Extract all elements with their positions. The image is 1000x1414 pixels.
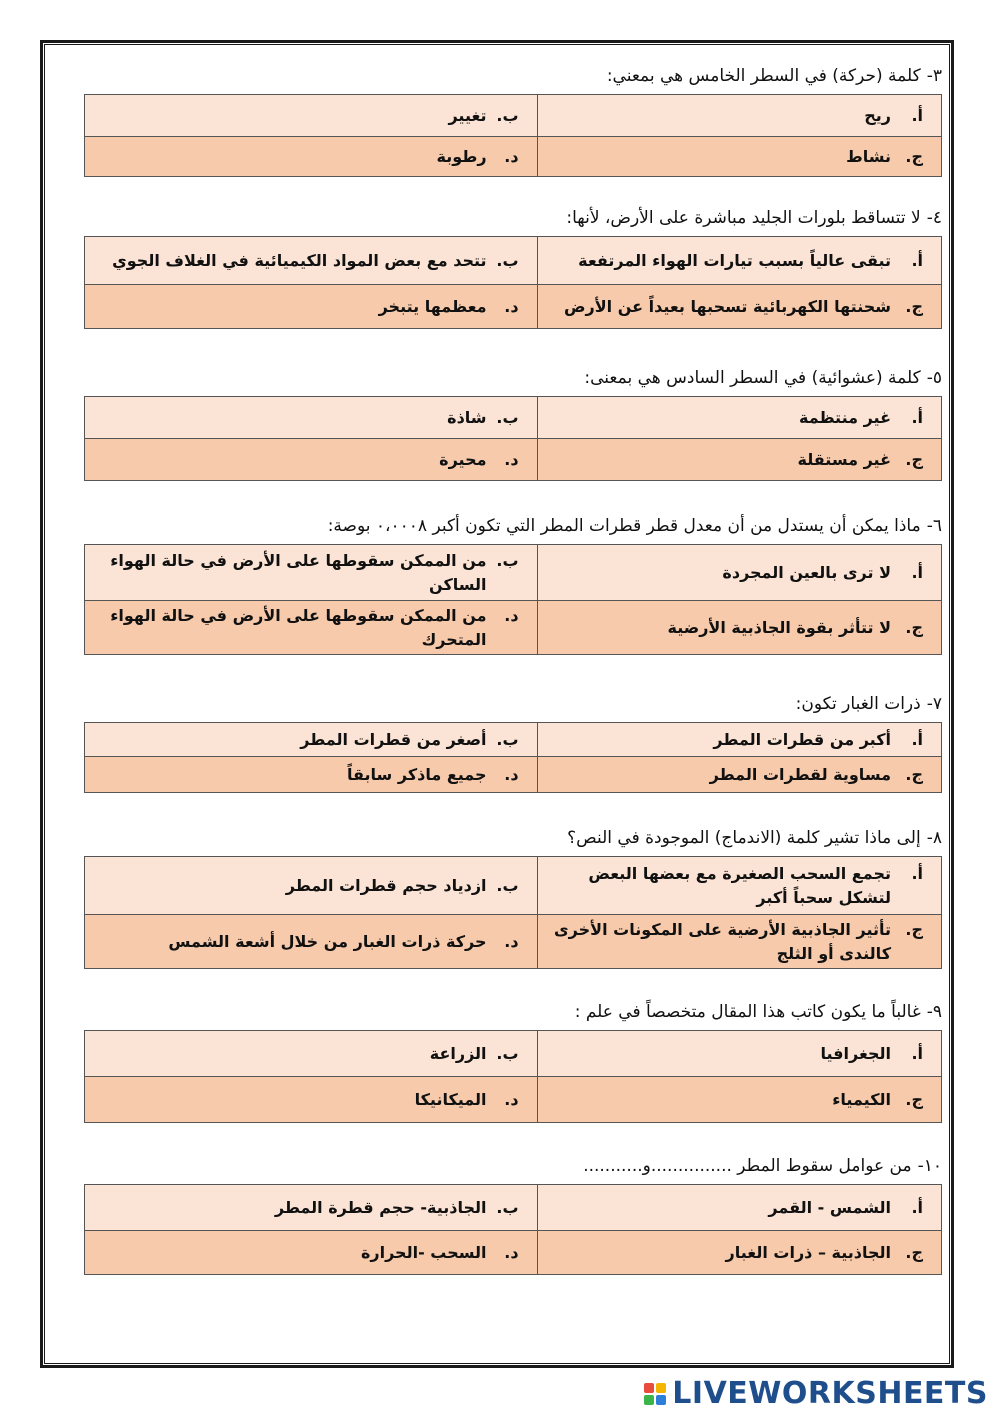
option-letter: ج. bbox=[905, 449, 923, 469]
option-letter: أ. bbox=[911, 1043, 923, 1063]
option-b[interactable] bbox=[85, 1031, 538, 1077]
question-number: ١٠- bbox=[917, 1156, 942, 1176]
option-letter: د. bbox=[504, 146, 519, 166]
option-text: تتحد مع بعض المواد الكيميائية في الغلاف الجوي bbox=[112, 250, 487, 270]
option-c[interactable] bbox=[537, 1077, 941, 1123]
option-letter: د. bbox=[504, 296, 519, 316]
option-text: أكبر من قطرات المطر bbox=[713, 729, 891, 749]
question-number: ٦- bbox=[926, 516, 942, 536]
brand-name: LIVEWORKSHEETS bbox=[672, 1376, 988, 1411]
option-letter: ب. bbox=[496, 729, 519, 749]
option-text: حركة ذرات الغبار من خلال أشعة الشمس bbox=[168, 931, 487, 951]
options-table bbox=[84, 236, 942, 329]
option-b[interactable] bbox=[85, 545, 538, 601]
option-b[interactable] bbox=[85, 237, 538, 285]
question-text: كلمة (عشوائية) في السطر السادس هي بمعنى: bbox=[584, 368, 921, 388]
option-text: نشاط bbox=[846, 146, 891, 166]
option-letter: د. bbox=[504, 1242, 519, 1262]
option-letter: د. bbox=[504, 1089, 519, 1109]
option-text: تجمع السحب الصغيرة مع بعضها البعض لتشكل سحباً أكبر bbox=[588, 863, 891, 907]
options-table bbox=[84, 856, 942, 969]
option-text: من الممكن سقوطها على الأرض في حالة الهواء الساكن bbox=[110, 550, 487, 594]
question-title bbox=[84, 366, 942, 392]
question-5 bbox=[84, 366, 942, 481]
option-letter: أ. bbox=[911, 729, 923, 749]
option-letter: د. bbox=[504, 931, 519, 951]
options-table bbox=[84, 544, 942, 655]
option-a[interactable] bbox=[537, 1185, 941, 1231]
question-title bbox=[84, 206, 942, 232]
option-text: الكيمياء bbox=[832, 1089, 891, 1109]
question-title bbox=[84, 826, 942, 852]
option-c[interactable] bbox=[537, 757, 941, 793]
question-3 bbox=[84, 64, 942, 177]
option-letter: أ. bbox=[911, 407, 923, 427]
option-a[interactable] bbox=[537, 1031, 941, 1077]
option-b[interactable] bbox=[85, 397, 538, 439]
option-text: تأثير الجاذبية الأرضية على المكونات الأخرى كالندى أو الثلج bbox=[554, 919, 891, 963]
option-b[interactable] bbox=[85, 857, 538, 915]
question-number: ٥- bbox=[926, 368, 942, 388]
question-number: ٤- bbox=[926, 208, 942, 228]
question-text: إلى ماذا تشير كلمة (الاندماج) الموجودة في النص؟ bbox=[567, 828, 921, 848]
option-letter: د. bbox=[504, 764, 519, 784]
option-a[interactable] bbox=[537, 857, 941, 915]
option-letter: أ. bbox=[911, 863, 923, 883]
question-text: من عوامل سقوط المطر ...............و........... bbox=[583, 1156, 912, 1176]
option-text: معظمها يتبخر bbox=[378, 296, 487, 316]
option-b[interactable] bbox=[85, 1185, 538, 1231]
option-text: ازدياد حجم قطرات المطر bbox=[285, 875, 487, 895]
option-a[interactable] bbox=[537, 397, 941, 439]
question-6 bbox=[84, 514, 942, 655]
option-text: ريح bbox=[864, 105, 891, 125]
question-9 bbox=[84, 1000, 942, 1123]
options-table bbox=[84, 396, 942, 481]
question-text: كلمة (حركة) في السطر الخامس هي بمعني: bbox=[606, 66, 921, 86]
question-number: ٨- bbox=[926, 828, 942, 848]
option-letter: د. bbox=[504, 449, 519, 469]
option-letter: د. bbox=[504, 605, 519, 625]
option-letter: ج. bbox=[905, 1089, 923, 1109]
option-letter: ج. bbox=[905, 919, 923, 939]
question-title bbox=[84, 514, 942, 540]
option-d[interactable] bbox=[85, 1077, 538, 1123]
option-a[interactable] bbox=[537, 723, 941, 757]
option-text: الجغرافيا bbox=[820, 1043, 891, 1063]
question-text: لا تتساقط بلورات الجليد مباشرة على الأرض، لأنها: bbox=[566, 208, 921, 228]
option-c[interactable] bbox=[537, 1231, 941, 1275]
option-text: تبقى عالياً بسبب تيارات الهواء المرتفعة bbox=[578, 250, 891, 270]
option-text: الميكانيكا bbox=[414, 1089, 487, 1109]
question-title bbox=[84, 1154, 942, 1180]
question-text: ذرات الغبار تكون: bbox=[795, 694, 921, 714]
option-d[interactable] bbox=[85, 601, 538, 655]
option-text: محيرة bbox=[439, 449, 487, 469]
option-text: السحب -الحرارة bbox=[360, 1242, 487, 1262]
option-letter: أ. bbox=[911, 250, 923, 270]
option-d[interactable] bbox=[85, 137, 538, 177]
option-text: الجاذبية – ذرات الغبار bbox=[725, 1242, 891, 1262]
option-letter: ب. bbox=[496, 1197, 519, 1217]
option-letter: ب. bbox=[496, 105, 519, 125]
options-table bbox=[84, 722, 942, 793]
option-text: لا ترى بالعين المجردة bbox=[722, 562, 891, 582]
option-a[interactable] bbox=[537, 545, 941, 601]
logo-square-4 bbox=[656, 1395, 666, 1405]
option-d[interactable] bbox=[85, 439, 538, 481]
question-title bbox=[84, 1000, 942, 1026]
option-text: شاذة bbox=[447, 407, 487, 427]
option-letter: أ. bbox=[911, 562, 923, 582]
question-number: ٩- bbox=[926, 1002, 942, 1022]
option-text: الجاذبية- حجم قطرة المطر bbox=[274, 1197, 487, 1217]
options-table bbox=[84, 1184, 942, 1275]
option-letter: ب. bbox=[496, 250, 519, 270]
option-letter: أ. bbox=[911, 105, 923, 125]
option-text: شحنتها الكهربائية تسحبها بعيداً عن الأرض bbox=[564, 296, 891, 316]
option-c[interactable] bbox=[537, 601, 941, 655]
question-text: ماذا يمكن أن يستدل من أن معدل قطر قطرات المطر التي تكون أكبر ٠،٠٠٠٨ بوصة: bbox=[327, 516, 921, 536]
options-table bbox=[84, 1030, 942, 1123]
option-letter: أ. bbox=[911, 1197, 923, 1217]
option-text: رطوبة bbox=[436, 146, 487, 166]
question-10 bbox=[84, 1154, 942, 1275]
option-text: من الممكن سقوطها على الأرض في حالة الهواء المتحرك bbox=[110, 605, 487, 649]
option-text: الزراعة bbox=[429, 1043, 487, 1063]
option-letter: ب. bbox=[496, 875, 519, 895]
option-text: غير منتظمة bbox=[799, 407, 891, 427]
liveworksheets-logo bbox=[644, 1376, 988, 1411]
logo-square-2 bbox=[656, 1383, 666, 1393]
option-letter: ب. bbox=[496, 1043, 519, 1063]
question-8 bbox=[84, 826, 942, 969]
option-c[interactable] bbox=[537, 137, 941, 177]
option-b[interactable] bbox=[85, 723, 538, 757]
question-7 bbox=[84, 692, 942, 793]
option-text: غير مستقلة bbox=[797, 449, 891, 469]
option-a[interactable] bbox=[537, 95, 941, 137]
option-letter: ج. bbox=[905, 296, 923, 316]
option-b[interactable] bbox=[85, 95, 538, 137]
option-letter: ج. bbox=[905, 764, 923, 784]
logo-square-3 bbox=[644, 1395, 654, 1405]
option-c[interactable] bbox=[537, 915, 941, 969]
option-d[interactable] bbox=[85, 915, 538, 969]
logo-square-1 bbox=[644, 1383, 654, 1393]
question-title bbox=[84, 692, 942, 718]
liveworksheets-logo-icon bbox=[644, 1383, 666, 1405]
option-d[interactable] bbox=[85, 285, 538, 329]
option-letter: ج. bbox=[905, 146, 923, 166]
option-letter: ج. bbox=[905, 617, 923, 637]
option-a[interactable] bbox=[537, 237, 941, 285]
options-table bbox=[84, 94, 942, 177]
option-c[interactable] bbox=[537, 439, 941, 481]
option-letter: ب. bbox=[496, 407, 519, 427]
option-text: مساوية لقطرات المطر bbox=[709, 764, 891, 784]
question-4 bbox=[84, 206, 942, 329]
question-text: غالباً ما يكون كاتب هذا المقال متخصصاً في علم : bbox=[574, 1002, 921, 1022]
option-text: تغيير bbox=[448, 105, 487, 125]
option-d[interactable] bbox=[85, 1231, 538, 1275]
option-d[interactable] bbox=[85, 757, 538, 793]
option-text: أصغر من قطرات المطر bbox=[300, 729, 487, 749]
option-letter: ج. bbox=[905, 1242, 923, 1262]
option-c[interactable] bbox=[537, 285, 941, 329]
question-number: ٣- bbox=[926, 66, 942, 86]
option-letter: ب. bbox=[496, 550, 519, 570]
question-title bbox=[84, 64, 942, 90]
option-text: الشمس - القمر bbox=[768, 1197, 891, 1217]
option-text: جميع ماذكر سابقاً bbox=[347, 764, 487, 784]
option-text: لا تتأثر بقوة الجاذبية الأرضية bbox=[667, 617, 891, 637]
question-number: ٧- bbox=[926, 694, 942, 714]
